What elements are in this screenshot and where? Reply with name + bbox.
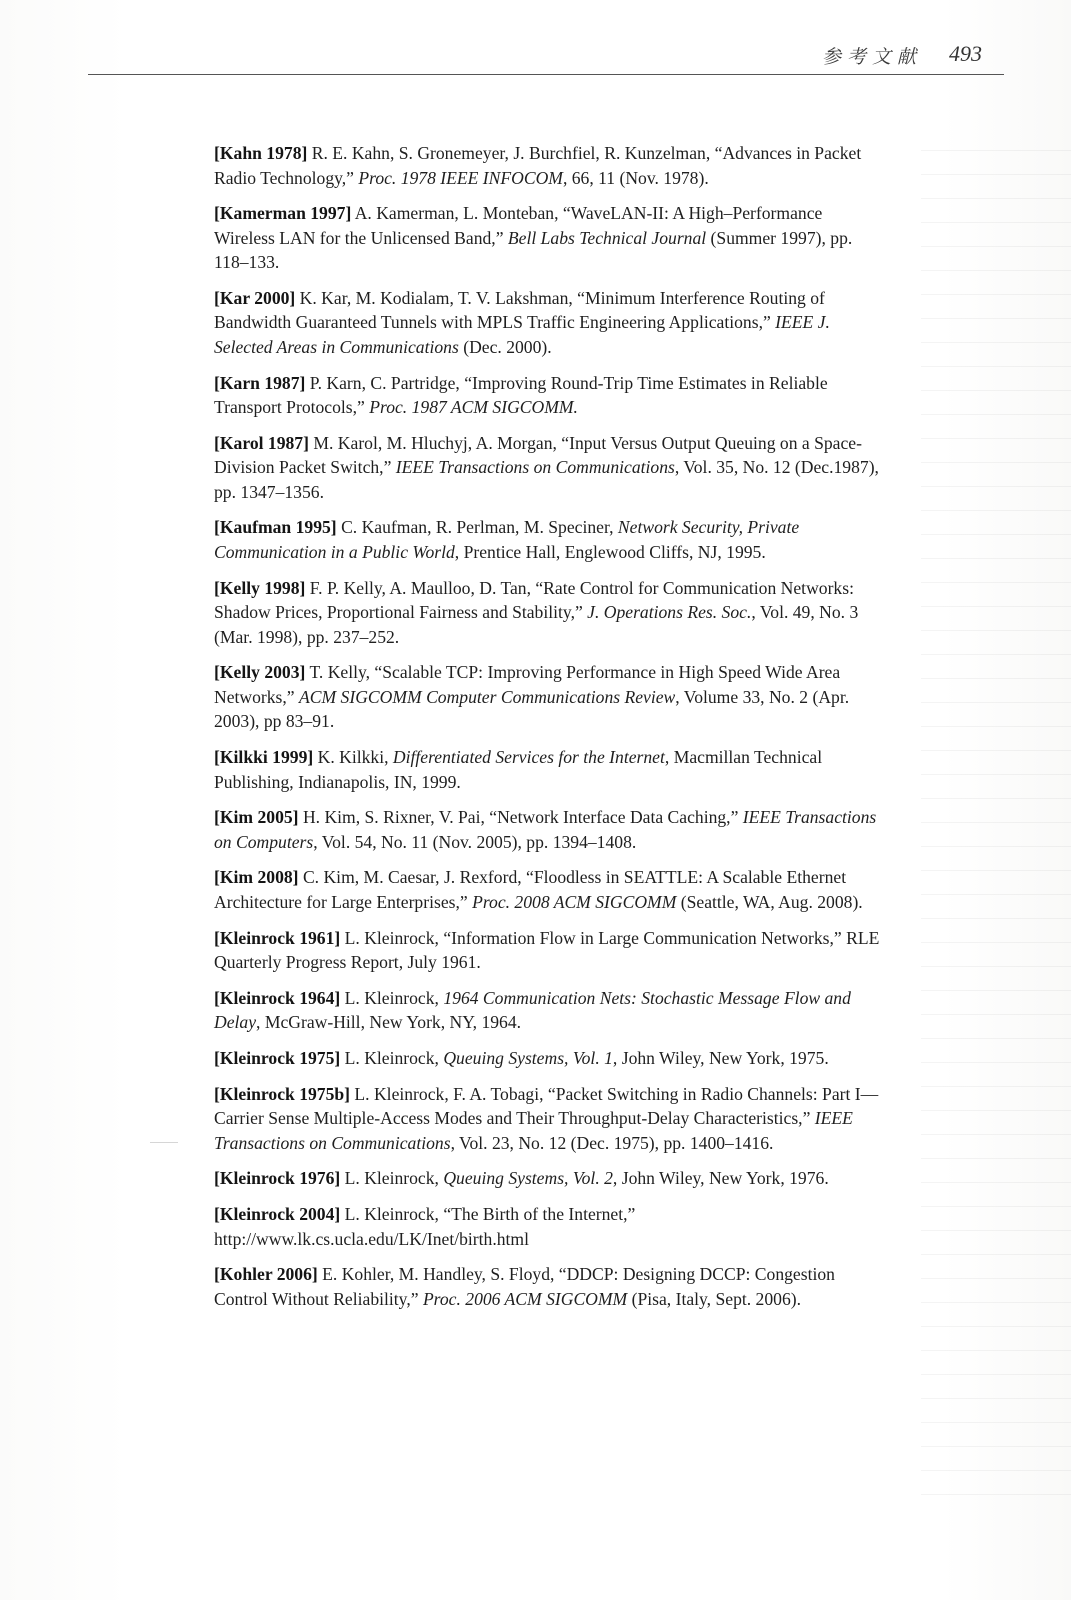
- reference-text: , McGraw-Hill, New York, NY, 1964.: [256, 1012, 522, 1033]
- reference-title-italic: Differentiated Services for the Internet: [392, 747, 665, 767]
- reference-text: , Volume 33, No. 2 (Apr. 2003), pp 83–91.: [214, 686, 850, 732]
- reference-text: R. E. Kahn, S. Gronemeyer, J. Burchfiel, R. Kunzelman, “Advances in Packet Radio Technology,”: [214, 143, 862, 188]
- reference-key: [Kleinrock 1961]: [214, 927, 341, 948]
- reference-key: [Kelly 1998]: [214, 577, 306, 598]
- reference-entry: [214, 371, 886, 420]
- reference-entry: [214, 745, 886, 794]
- reference-key: [Kohler 2006]: [214, 1264, 318, 1285]
- reference-entry: [214, 576, 886, 650]
- reference-title-italic: Queuing Systems, Vol. 1: [443, 1047, 613, 1068]
- bleed-through-texture: [921, 150, 1071, 1500]
- reference-text: (Seattle, WA, Aug. 2008).: [676, 891, 863, 912]
- reference-key: [Kim 2005]: [214, 807, 299, 828]
- reference-entry: [214, 141, 886, 190]
- reference-text: Networks,”: [214, 686, 300, 707]
- reference-key: [Kleinrock 1976]: [214, 1168, 341, 1189]
- reference-key: [Kelly 2003]: [214, 662, 306, 683]
- reference-entry: [214, 1082, 886, 1156]
- reference-text: H. Kim, S. Rixner, V. Pai, “Network Interface Data Caching,”: [298, 807, 743, 828]
- reference-title-italic: IEEE J. Selected Areas in Communications: [214, 312, 830, 357]
- reference-title-italic: Network Security, Private Communication in a Public World: [214, 517, 800, 562]
- reference-text: L. Kleinrock,: [340, 1047, 444, 1068]
- reference-title-italic: 1964 Communication Nets: Stochastic Message Flow and Delay: [214, 987, 851, 1033]
- reference-text: L. Kleinrock,: [340, 1168, 444, 1189]
- reference-entry: [214, 865, 886, 914]
- reference-key: [Kleinrock 1975]: [214, 1047, 341, 1068]
- reference-key: [Kaufman 1995]: [214, 517, 337, 538]
- reference-key: [Kim 2008]: [214, 867, 299, 888]
- reference-text: , Prentice Hall, Englewood Cliffs, NJ, 1995.: [454, 541, 766, 562]
- reference-entry: [214, 1166, 886, 1191]
- page-number: 493: [949, 41, 982, 66]
- reference-text: P. Karn, C. Partridge, “Improving Round-Trip Time Estimates in Reliable Transport Protocols,”: [214, 372, 828, 418]
- reference-key: [Kahn 1978]: [214, 143, 308, 163]
- reference-text: , Vol. 54, No. 11 (Nov. 2005), pp. 1394–1408.: [313, 831, 637, 852]
- reference-text: (Dec. 2000).: [458, 336, 552, 357]
- reference-text: L. Kleinrock, “Information Flow in Large Communication Networks,” RLE Quarterly Progress Report, July 1961.: [214, 927, 880, 973]
- reference-text: L. Kleinrock, F. A. Tobagi, “Packet Switching in Radio Channels: Part I—Carrier Sense Multiple-Access Modes and Their Throughput-Delay Characteristics,”: [214, 1083, 879, 1129]
- reference-key: [Karn 1987]: [214, 372, 306, 393]
- reference-entry: [214, 201, 886, 275]
- reference-title-italic: IEEE Transactions on Communications: [214, 1108, 853, 1153]
- reference-text: F. P. Kelly, A. Maulloo, D. Tan, “Rate Control for Communication Networks: Shadow Prices, Proportional Fairness and Stability,”: [214, 577, 854, 623]
- reference-text: , John Wiley, New York, 1975.: [612, 1047, 829, 1068]
- reference-text: L. Kleinrock, “The Birth of the Internet,” http://www.lk.cs.ucla.edu/LK/Inet/birth.html: [214, 1204, 636, 1249]
- reference-entry: [214, 1202, 886, 1251]
- reference-title-italic: IEEE Transactions on Communications: [395, 457, 675, 478]
- reference-title-italic: ACM SIGCOMM Computer Communications Review: [299, 686, 676, 707]
- reference-text: , Macmillan Technical Publishing, Indianapolis, IN, 1999.: [214, 747, 823, 792]
- reference-title-italic: Proc. 2008 ACM SIGCOMM: [472, 891, 677, 912]
- reference-entry: [214, 986, 886, 1035]
- reference-text: L. Kleinrock,: [340, 987, 444, 1008]
- reference-entry: [214, 431, 886, 505]
- reference-entry: [214, 926, 886, 975]
- reference-title-italic: Proc. 1987 ACM SIGCOMM.: [369, 397, 578, 418]
- reference-title-italic: Proc. 2006 ACM SIGCOMM: [422, 1288, 628, 1309]
- reference-key: [Kar 2000]: [214, 287, 296, 308]
- reference-entry: [214, 1046, 886, 1071]
- reference-title-italic: Bell Labs Technical Journal: [507, 227, 707, 248]
- reference-text: , Vol. 49, No. 3 (Mar. 1998), pp. 237–252.: [214, 602, 859, 647]
- reference-text: , 66, 11 (Nov. 1978).: [562, 167, 709, 188]
- reference-key: [Kleinrock 2004]: [214, 1204, 341, 1224]
- reference-text: K. Kilkki,: [313, 747, 393, 767]
- reference-text: M. Karol, M. Hluchyj, A. Morgan, “Input Versus Output Queuing on a Space-Division Packet Switch,”: [214, 432, 862, 478]
- reference-text: C. Kim, M. Caesar, J. Rexford, “Floodless in SEATTLE: A Scalable Ethernet Architecture for Large Enterprises,”: [214, 867, 847, 912]
- reference-title-italic: Proc. 1978 IEEE INFOCOM: [358, 167, 563, 188]
- reference-text: , Vol. 23, No. 12 (Dec. 1975), pp. 1400–1416.: [450, 1132, 774, 1153]
- reference-text: (Pisa, Italy, Sept. 2006).: [627, 1288, 802, 1309]
- reference-key: [Kilkki 1999]: [214, 747, 314, 767]
- reference-text: (Summer 1997), pp. 118–133.: [214, 227, 853, 273]
- reference-text: , Vol. 35, No. 12 (Dec.1987), pp. 1347–1356.: [214, 457, 879, 502]
- reference-text: K. Kar, M. Kodialam, T. V. Lakshman, “Minimum Interference Routing of Bandwidth Guaranteed Tunnels with MPLS Traffic Engineering Applications,”: [214, 287, 825, 333]
- reference-text: A. Kamerman, L. Monteban, “WaveLAN-II: A High–Performance Wireless LAN for the Unlicensed Band,”: [214, 203, 823, 248]
- reference-text: T. Kelly, “Scalable TCP: Improving Performance in High Speed Wide Area: [305, 662, 841, 683]
- reference-entry: [214, 660, 886, 734]
- reference-key: [Karol 1987]: [214, 432, 309, 453]
- margin-mark: [150, 1142, 178, 1143]
- reference-title-italic: J. Operations Res. Soc.: [587, 602, 752, 623]
- reference-list: [214, 141, 886, 1322]
- reference-key: [Kleinrock 1975b]: [214, 1083, 351, 1104]
- reference-title-italic: IEEE Transactions on Computers: [214, 807, 877, 852]
- reference-text: E. Kohler, M. Handley, S. Floyd, “DDCP: Designing DCCP: Congestion Control Without Reliability,”: [214, 1264, 835, 1309]
- reference-entry: [214, 515, 886, 564]
- reference-entry: [214, 286, 886, 360]
- reference-entry: [214, 1262, 886, 1311]
- reference-text: , John Wiley, New York, 1976.: [612, 1168, 829, 1189]
- reference-text: C. Kaufman, R. Perlman, M. Speciner,: [336, 517, 618, 538]
- reference-key: [Kleinrock 1964]: [214, 987, 341, 1008]
- reference-title-italic: Queuing Systems, Vol. 2: [443, 1168, 613, 1189]
- reference-entry: [214, 805, 886, 854]
- running-head: 参考文献: [821, 46, 922, 68]
- page-header: [88, 40, 1004, 75]
- reference-key: [Kamerman 1997]: [214, 203, 352, 224]
